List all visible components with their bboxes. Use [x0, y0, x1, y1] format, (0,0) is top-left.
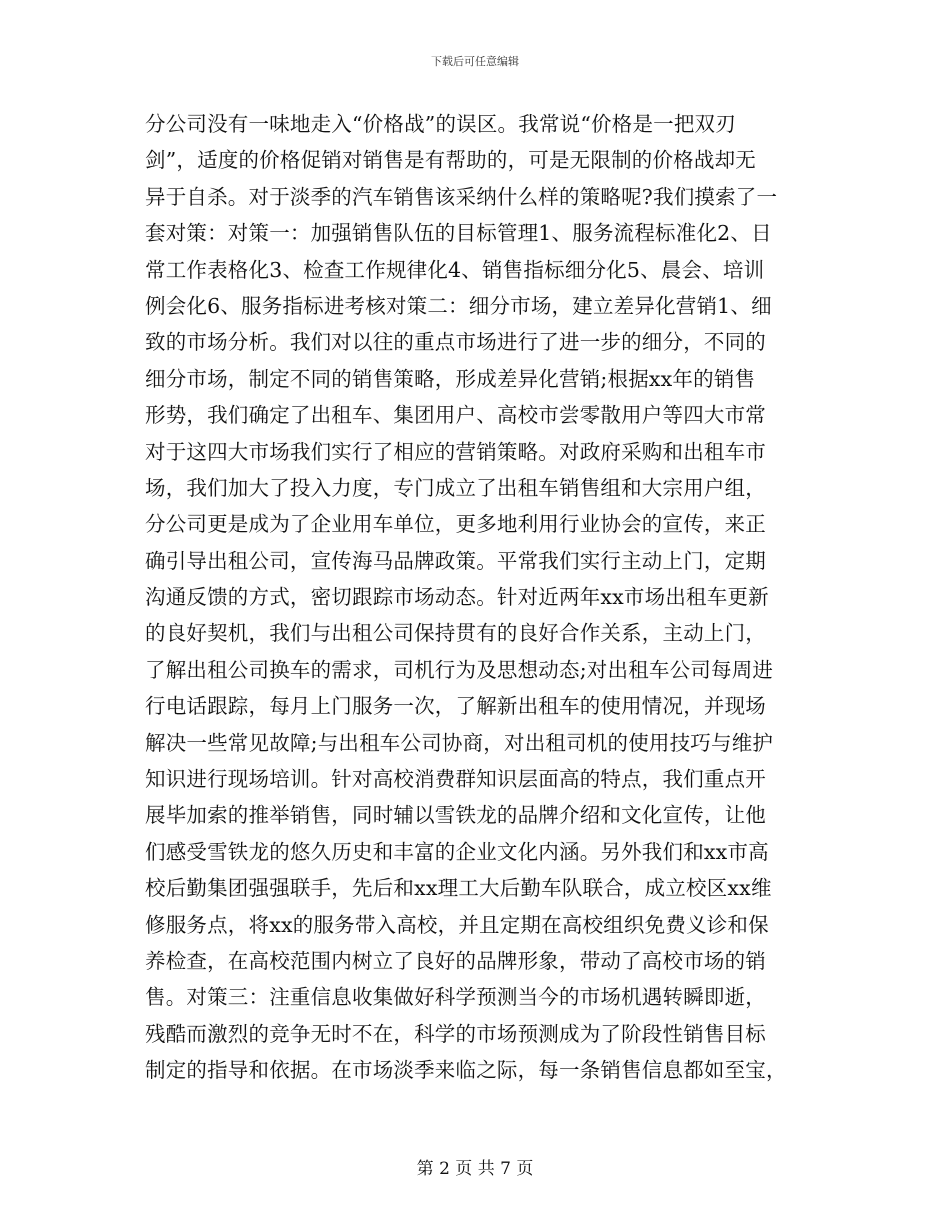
text-line: 剑”，适度的价格促销对销售是有帮助的，可是无限制的价格战却无 [145, 148, 756, 173]
text-line: 残酷而激烈的竞争无时不在，科学的市场预测成为了阶段性销售目标 [145, 1021, 766, 1046]
text-line: 致的市场分析。我们对以往的重点市场进行了进一步的细分，不同的 [145, 330, 766, 355]
text-line: 修服务点，将xx的服务带入高校，并且定期在高校组织免费义诊和保 [145, 912, 769, 937]
text-line: 的良好契机，我们与出租公司保持贯有的良好合作关系，主动上门， [145, 621, 766, 646]
text-line: 分公司没有一味地走入“价格战”的误区。我常说“价格是一把双刃 [145, 112, 736, 136]
text-line: 套对策：对策一：加强销售队伍的目标管理1、服务流程标准化2、日 [145, 221, 772, 246]
page-header: 下载后可任意编辑 [431, 55, 519, 68]
body-text [145, 106, 825, 1089]
text-line: 售。对策三：注重信息收集做好科学预测当今的市场机遇转瞬即逝， [145, 985, 766, 1010]
text-line: 们感受雪铁龙的悠久历史和丰富的企业文化内涵。另外我们和xx市高 [145, 839, 769, 864]
text-line: 了解出租公司换车的需求，司机行为及思想动态;对出租车公司每周进 [145, 657, 774, 682]
text-line: 例会化6、服务指标进考核对策二：细分市场，建立差异化营销1、细 [145, 293, 772, 318]
text-line: 异于自杀。对于淡季的汽车销售该采纳什么样的策略呢?我们摸索了一 [145, 184, 778, 209]
text-line: 知识进行现场培训。针对高校消费群知识层面高的特点，我们重点开 [145, 767, 766, 792]
text-line: 确引导出租公司，宣传海马品牌政策。平常我们实行主动上门，定期 [145, 548, 766, 573]
text-line: 解决一些常见故障;与出租车公司协商，对出租司机的使用技巧与维护 [145, 730, 774, 755]
text-line: 细分市场，制定不同的销售策略，形成差异化营销;根据xx年的销售 [145, 366, 756, 391]
text-line: 沟通反馈的方式，密切跟踪市场动态。针对近两年xx市场出租车更新 [145, 585, 769, 610]
text-line: 校后勤集团强强联手，先后和xx理工大后勤车队联合，成立校区xx维 [145, 876, 772, 901]
text-line: 场，我们加大了投入力度，专门成立了出租车销售组和大宗用户组， [145, 475, 766, 500]
page-footer: 第 2 页 共 7 页 [416, 1159, 534, 1179]
text-line: 分公司更是成为了企业用车单位，更多地利用行业协会的宣传，来正 [145, 512, 766, 537]
text-line: 制定的指导和依据。在市场淡季来临之际，每一条销售信息都如至宝， [145, 1058, 787, 1083]
text-line: 行电话跟踪，每月上门服务一次，了解新出租车的使用情况，并现场 [145, 694, 766, 719]
text-line: 展毕加索的推举销售，同时辅以雪铁龙的品牌介绍和文化宣传，让他 [145, 803, 766, 828]
text-line: 养检查，在高校范围内树立了良好的品牌形象，带动了高校市场的销 [145, 948, 766, 973]
text-line: 常工作表格化3、检查工作规律化4、销售指标细分化5、晨会、培训 [145, 257, 765, 282]
text-line: 形势，我们确定了出租车、集团用户、高校市尝零散用户等四大市常 [145, 403, 766, 428]
text-line: 对于这四大市场我们实行了相应的营销策略。对政府采购和出租车市 [145, 439, 766, 464]
